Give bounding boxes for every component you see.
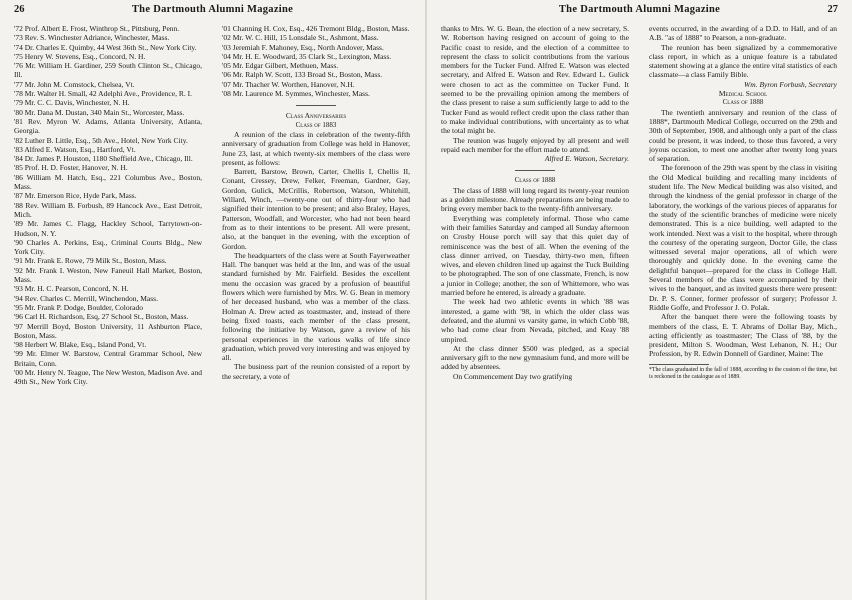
paragraph: The twentieth anniversary and reunion of the class of 1888*, Dartmouth Medical College, occurred on the 29th and 30th of September, 1908, and although only a part of the class could be present, it was indeed, to those thus favored, a very joyous occasion, to meet one another after twenty long years of separation. — [649, 107, 837, 164]
signature-1888: Wm. Byron Forbush, Secretary — [744, 79, 837, 89]
alumni-entry: '77 Mr. John M. Comstock, Chelsea, Vt. — [14, 79, 135, 89]
paragraph: After the banquet there were the following toasts by members of the class, E. T. Abrams of Dollar Bay, Mich., acting efficiently as toastmaster; The Class of '88, by the president, Milton S. Woodman, West Lebanon, N. H.; Our Profession, by R. Edwin Donnell of Gardiner, Maine: The — [649, 312, 837, 359]
alumni-entry: '75 Henry W. Stevens, Esq., Concord, N. H. — [14, 51, 146, 61]
alumni-entry: '07 Mr. Thacher W. Worthen, Hanover, N.H. — [222, 79, 355, 89]
alumni-entry: '81 Rev. Myron W. Adams, Atlanta University, Atlanta, Georgia. — [14, 116, 202, 136]
alumni-entry: '92 Mr. Frank I. Weston, New Faneuil Hall Market, Boston, Mass. — [14, 265, 202, 285]
alumni-entry: '86 William M. Hatch, Esq., 221 Columbus Ave., Boston, Mass. — [14, 172, 202, 192]
alumni-entry: '85 Prof. H. D. Foster, Hanover, N. H. — [14, 163, 128, 173]
paragraph: The reunion has been signalized by a commemorative class report, in which as a unique feature is a tabulated statement showing at a glance the entire vital statistics of each classmate—a class Family Bible. — [649, 42, 837, 80]
section-divider — [515, 170, 555, 171]
paragraph: events occurred, in the awarding of a D.D. to Hall, and of an A.B. "as of 1888" to Pearson, a non-graduate. — [649, 24, 837, 43]
alumni-entry: '05 Mr. Edgar Gilbert, Methuen, Mass. — [222, 61, 339, 71]
alumni-entry: '08 Mr. Laurence M. Symmes, Winchester, Mass. — [222, 89, 370, 99]
alumni-entry: '04 Mr. H. E. Woodward, 35 Clark St., Lexington, Mass. — [222, 51, 392, 61]
alumni-entry: '00 Mr. Henry N. Teague, The New Weston, Madison Ave. and 49th St., New York City. — [14, 367, 202, 387]
paragraph: The headquarters of the class were at South Fayerweather Hall. The banquet was held at the Inn, and was of the usual standard furnished by Mr. Fairfield. Besides the excellent menu the occasion was graced by a profusion of beautiful flowers which were furnished by Mrs. W. G. Bean in memory of her deceased husband, who was a member of the class. Holman A. Drew acted as toastmaster, and, instead of there being fixed toasts, each member of the class present, following the initiative by Watson, gave a review of his personal experiences in the various walks of life since graduation, which proved very interesting and was enjoyed by all. — [222, 250, 410, 363]
alumni-entry: '97 Merrill Boyd, Boston University, 11 Ashburton Place, Boston, Mass. — [14, 321, 202, 340]
left-column-1 — [14, 24, 202, 387]
paragraph: On Commencement Day two gratifying — [453, 371, 573, 381]
alumni-entry: '87 Mr. Emerson Rice, Hyde Park, Mass. — [14, 191, 137, 201]
alumni-entry: '76 Mr. William H. Gardiner, 259 South Clinton St., Chicago, Ill. — [14, 61, 202, 80]
alumni-entry: '95 Mr. Frank P. Dodge, Boulder, Colorado — [14, 302, 143, 312]
alumni-entry: '84 Dr. James P. Houston, 1180 Sheffield Ave., Chicago, Ill. — [14, 154, 193, 164]
signature-1883: Alfred E. Watson, Secretary. — [544, 154, 629, 164]
left-column-2 — [222, 24, 410, 381]
alumni-entry: '88 Rev. William B. Forbush, 89 Hancock Ave., East Detroit, Mich. — [14, 200, 202, 219]
paragraph: Barrett, Barstow, Brown, Carter, Chellis I, Chellis II, Conant, Cressey, Drew, Felker, Freeman, Gardner, Gay, Gordon, Gulick, McCrillis, Robertson, Watson, Whitehill, Willard, Winch, —twenty-one out of thirty-four who had signified their intention to be present; and also Braley, Hayes, Patterson, Woodfall, and Worcester, who had not been heard from as to their intentions to be present. All were present, also, at the banquet in the evening, with the exception of Gordon. — [222, 167, 410, 251]
alumni-entry: '91 Mr. Frank E. Rowe, 79 Milk St., Boston, Mass. — [14, 256, 167, 266]
alumni-entry: '83 Alfred E. Watson, Esq., Hartford, Vt. — [14, 144, 136, 154]
alumni-entry: '98 Herbert W. Blake, Esq., Island Pond, Vt. — [14, 340, 147, 350]
alumni-entry: '02 Mr. W. C. Hill, 15 Lonsdale St., Ashmont, Mass. — [222, 33, 379, 43]
right-column-2 — [649, 24, 837, 381]
section-divider — [296, 105, 336, 106]
alumni-entry: '03 Jeremiah F. Mahoney, Esq., North Andover, Mass. — [222, 42, 384, 52]
paragraph: The reunion was hugely enjoyed by all present and well repaid each member for the effort made to attend. — [441, 135, 629, 154]
class-of-1883-subheading: Class of 1883 — [295, 120, 337, 129]
alumni-entry: '99 Mr. Elmer W. Barstow, Central Grammar School, New Britain, Conn. — [14, 349, 202, 368]
alumni-entry: '90 Charles A. Perkins, Esq., Criminal Courts Bldg., New York City. — [14, 237, 202, 257]
alumni-entry: '72 Prof. Albert E. Frost, Winthrop St., Pittsburg, Penn. — [14, 24, 180, 33]
paragraph: A reunion of the class in celebration of the twenty-fifth anniversary of graduation from College was held in Hanover, June 23, last, at which twenty-six members of the class were present, as follows: — [222, 129, 410, 167]
paragraph: thanks to Mrs. W. G. Bean, the election of a new secretary, S. W. Robertson having resigned on account of going to the Pacific coast to reside, and the election of a committee to represent the class to solicit contributions from the various members for the Tucker Fund. Alfred E. Watson was elected secretary, and Alfred E. Watson and Rev. Edward L. Gulick were chosen to act as the committee on Tucker Fund. It seemed to be the prevailing opinion among the members of the class present to raise a sum sufficiently large to add to the Tucker Fund as would reflect credit upon the class rather than to make individual contributions, with uncertainty as to what the total might be. — [441, 24, 629, 136]
left-page-magazine-title: The Dartmouth Alumni Magazine — [131, 4, 294, 15]
class-of-1888-subheading: Class of 1888 — [514, 176, 556, 185]
right-page-header — [441, 4, 838, 18]
left-page-number: 26 — [14, 4, 25, 15]
alumni-entry: '73 Rev. S. Winchester Adriance, Winchester, Mass. — [14, 33, 170, 43]
alumni-entry: '78 Mr. Walter H. Small, 42 Adelphi Ave., Providence, R. I. — [14, 89, 192, 99]
alumni-entry: '01 Channing H. Cox, Esq., 426 Tremont Bldg., Boston, Mass. — [222, 24, 410, 33]
class-anniversaries-heading: Class Anniversaries — [285, 111, 347, 121]
alumni-entry: '82 Luther B. Little, Esq., 5th Ave., Hotel, New York City. — [14, 135, 188, 145]
alumni-entry: '06 Mr. Ralph W. Scott, 133 Broad St., Boston, Mass. — [222, 70, 383, 80]
alumni-entry: '89 Mr. James C. Flagg, Hackley School, Tarrytown-on-Hudson, N. Y. — [14, 219, 202, 238]
alumni-entry: '93 Mr. H. C. Pearson, Concord, N. H. — [14, 284, 129, 294]
alumni-entry: '74 Dr. Charles E. Quimby, 44 West 36th St., New York City. — [14, 42, 197, 52]
paragraph: The class of 1888 will long regard its twenty-year reunion as a golden milestone. Already preparations are being made to bring every member back to the twenty-fifth anniversary. — [441, 185, 629, 214]
alumni-entry: '79 Mr. C. C. Davis, Winchester, N. H. — [14, 98, 130, 108]
footnote-rule — [649, 364, 709, 365]
alumni-entry: '94 Rev. Charles C. Merrill, Winchendon, Mass. — [14, 293, 158, 303]
paragraph: At the class dinner $500 was pledged, as a special anniversary gift to the new gymnasium fund, and more will be added by absentees. — [441, 343, 629, 372]
paragraph: The week had two athletic events in which '88 was interested, a game with '98, in which the older class was defeated, and the alumni vs varsity game, in which Cobb '88, who had come clear from Nevada, pitched, and Keay '88 umpired. — [441, 297, 629, 344]
right-page-number: 27 — [827, 4, 838, 15]
right-column-1 — [441, 24, 629, 381]
alumni-entry: '96 Carl H. Richardson, Esq, 27 School St., Boston, Mass. — [14, 312, 189, 322]
right-page — [427, 0, 852, 600]
alumni-entry: '80 Mr. Dana M. Dustan, 340 Main St., Worcester, Mass. — [14, 107, 185, 117]
paragraph: The business part of the reunion consisted of a report by the secretary, a vote of — [222, 362, 410, 381]
paragraph: Everything was completely informal. Those who came with their families Saturday and camped all Sunday afternoon on Crosby House porch will say that this quiet day of reminiscence was the best of all. When the evening of the class dinner arrived, on Tuesday, thirty-two men, fifteen wives, and eleven children lined up against the Tuck Building to be photographed. The son of one classmate, French, is now a junior in College; another, the son of Whittemore, who was married before he entered, is already a graduate. — [441, 213, 629, 298]
right-page-magazine-title: The Dartmouth Alumni Magazine — [558, 4, 721, 15]
left-page-header — [14, 4, 411, 18]
left-page — [0, 0, 425, 600]
medical-school-heading: Medical School — [718, 89, 768, 99]
footnote: *The class graduated in the fall of 1888, according to the custom of the time, but is reckoned in the catalogue as of 1889. — [649, 367, 837, 381]
medical-class-of-1888-subheading: Class of 1888 — [722, 98, 764, 107]
paragraph: The forenoon of the 29th was spent by the class in visiting the Old Medical building and recalling many incidents of student life. The New Medical building was also visited, and through the kindness of the genial professor in charge of the laboratory, the workings of the various pieces of apparatus for the study of the scientific branches of medicine were nicely demonstrated. This is a nice building, well adapted to the work intended. Next was a visit to the hospital, where through the courtesy of the operating surgeon, Doctor Gile, the class witnessed several major operations, all of which were thoroughly and quickly done. In the evening came the delightful banquet—prepared for the class in College Hall. Several members of the class were accompanied by their wives to the banquet, and as invited guests there were present: Dr. P. S. Conner, former professor of surgery; Professor J. Riddle Goffe, and Professor J. O. Polak. — [649, 163, 837, 312]
